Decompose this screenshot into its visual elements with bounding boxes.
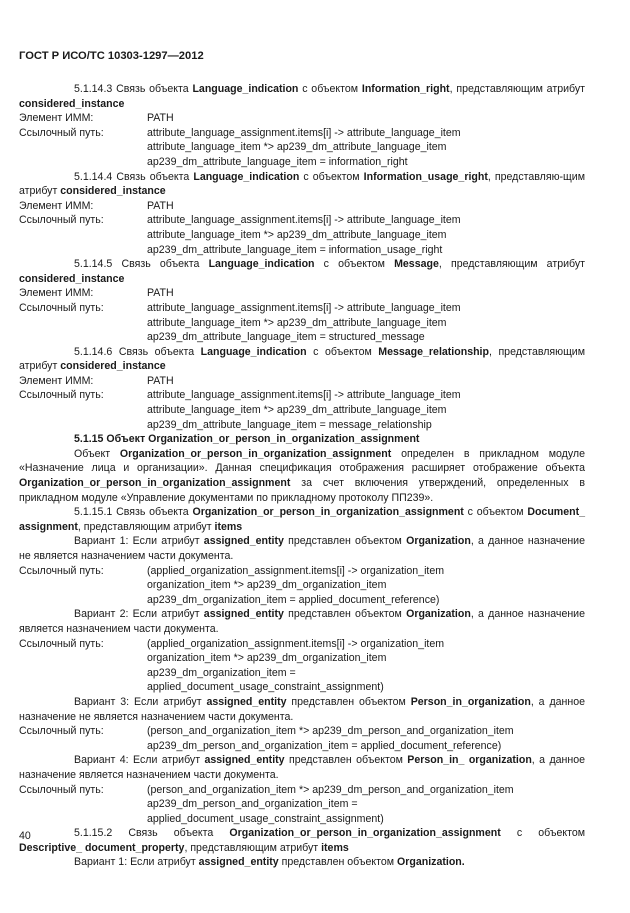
paragraph (19, 432, 585, 447)
field-value: attribute_language_assignment.items[i] -> attribute_language_item (147, 301, 461, 314)
bold-term: Descriptive_ document_property (19, 841, 185, 854)
bold-term: Information_right (361, 83, 450, 95)
path-continuation: ap239_dm_person_and_organization_item = (147, 798, 358, 811)
text-run: 5.1.14.6 Связь объекта (74, 345, 201, 358)
text-run: Вариант 4: Если атрибут (74, 754, 205, 767)
field-value: PATH (147, 287, 174, 300)
bold-term: Organization (406, 608, 471, 621)
path-continuation: ap239_dm_attribute_language_item = structured_message (147, 331, 425, 344)
bold-term: assigned_entity (206, 695, 287, 708)
bold-term: Organization_or_person_in_organization_assignment (192, 506, 464, 519)
path-continuation: ap239_dm_attribute_language_item = information_right (147, 155, 408, 168)
bold-term: assigned_entity (204, 754, 285, 767)
field-row (19, 388, 585, 403)
text-run: 5.1.15.1 Связь объекта (74, 506, 193, 519)
text-run: с объектом (463, 506, 528, 519)
document-body (19, 82, 585, 870)
text-run: , представляю-щим атрибут (19, 170, 585, 198)
page-number: 40 (19, 830, 31, 842)
path-continuation: attribute_language_item *> ap239_dm_attribute_language_item (147, 141, 447, 154)
path-continuation: attribute_language_item *> ap239_dm_attribute_language_item (147, 228, 447, 241)
text-run: представлен объектом (278, 856, 398, 869)
field-label: Ссылочный путь: (19, 214, 104, 227)
field-row (19, 199, 585, 214)
path-continuation: attribute_language_item *> ap239_dm_attribute_language_item (147, 404, 447, 417)
bold-term: Language_indication (208, 258, 315, 271)
paragraph (19, 695, 585, 724)
paragraph (19, 447, 585, 505)
field-label: Элемент ИММ: (19, 374, 94, 387)
field-value: (person_and_organization_item *> ap239_dm_person_and_organization_item (147, 783, 514, 796)
field-value: attribute_language_assignment.items[i] -> attribute_language_item (147, 126, 461, 139)
path-continuation: ap239_dm_person_and_organization_item = applied_document_reference) (147, 739, 502, 752)
paragraph (19, 257, 585, 286)
paragraph (19, 826, 585, 855)
bold-term: items (214, 520, 243, 533)
bold-term: Message_relationship (378, 345, 489, 358)
text-run: представлен объектом (284, 754, 408, 767)
text-run: , а данное назначение является назначением части документа. (19, 608, 585, 635)
text-run: , представляющим атрибут (184, 841, 322, 854)
text-run: с объектом (298, 83, 362, 95)
bold-term: Language_indication (200, 345, 307, 358)
paragraph (19, 753, 585, 782)
field-label: Элемент ИММ: (19, 199, 94, 212)
text-run: Вариант 3: Если атрибут (74, 695, 207, 708)
bold-term: Organization_or_person_in_organization_assignment (229, 827, 501, 840)
field-value: attribute_language_assignment.items[i] -> attribute_language_item (147, 214, 461, 227)
bold-term: Language_indication (193, 170, 300, 183)
bold-term: Information_usage_right (363, 170, 488, 183)
path-continuation: applied_document_usage_constraint_assignment) (147, 812, 384, 825)
text-run: Вариант 1: Если атрибут (74, 535, 204, 548)
bold-term: Organization_or_person_in_organization_assignment (119, 447, 392, 460)
field-value: (person_and_organization_item *> ap239_dm_person_and_organization_item (147, 725, 514, 738)
bold-term: assigned_entity (198, 856, 279, 869)
bold-term: items (321, 841, 349, 854)
field-value: attribute_language_assignment.items[i] -> attribute_language_item (147, 389, 461, 402)
field-row (19, 286, 585, 301)
field-label: Элемент ИММ: (19, 112, 94, 125)
bold-term: Organization_or_person_in_organization_assignment (19, 477, 291, 490)
field-value: PATH (147, 374, 174, 387)
field-value: PATH (147, 112, 174, 125)
paragraph (19, 505, 585, 534)
text-run: 5.1.14.4 Связь объекта (74, 170, 194, 183)
text-run: , а данное назначение является назначением части документа. (19, 754, 586, 781)
bold-term: Organization. (397, 856, 465, 869)
path-continuation: attribute_language_item *> ap239_dm_attribute_language_item (147, 316, 447, 329)
field-row (19, 213, 585, 228)
bold-term: considered_instance (19, 272, 125, 285)
text-run: , представляющим атрибут (438, 258, 585, 271)
field-label: Элемент ИММ: (19, 287, 94, 300)
text-run: с объектом (306, 345, 379, 358)
text-run: 5.1.15.2 Связь объекта (74, 827, 230, 840)
text-run: Объект (74, 447, 120, 460)
bold-term: Document_ assignment (19, 506, 585, 533)
text-run: , представляющим атрибут (77, 520, 215, 533)
path-continuation: ap239_dm_attribute_language_item = message_relationship (147, 418, 432, 431)
bold-term: considered_instance (19, 97, 125, 110)
paragraph (19, 855, 585, 870)
text-run: , представляющим атрибут (449, 83, 585, 95)
bold-term: considered_instance (60, 360, 166, 373)
field-row (19, 564, 585, 579)
bold-term: assigned_entity (203, 535, 284, 548)
field-row (19, 637, 585, 652)
text-run: Вариант 1: Если атрибут (74, 856, 199, 869)
text-run: с объектом (314, 258, 395, 271)
text-run: представлен объектом (286, 695, 411, 708)
field-label: Ссылочный путь: (19, 725, 104, 738)
paragraph (19, 534, 585, 563)
paragraph (19, 82, 585, 111)
field-label: Ссылочный путь: (19, 301, 104, 314)
bold-term: assigned_entity (203, 608, 284, 621)
text-run: Вариант 2: Если атрибут (74, 608, 204, 621)
bold-term: Person_in_ organization (407, 754, 532, 767)
text-run: определен в прикладном модуле «Назначение лица и организации». Данная спецификация отображения расширяет отображение объекта (19, 447, 585, 475)
field-row (19, 126, 585, 141)
path-continuation: organization_item *> ap239_dm_organization_item (147, 652, 387, 665)
text-run: представлен объектом (283, 535, 407, 548)
field-value: (applied_organization_assignment.items[i] -> organization_item (147, 637, 445, 650)
paragraph (19, 607, 585, 636)
path-continuation: ap239_dm_organization_item = (147, 666, 296, 679)
paragraph (19, 345, 585, 374)
field-row (19, 301, 585, 316)
bold-term: Organization (406, 535, 471, 548)
field-label: Ссылочный путь: (19, 783, 104, 796)
field-value: (applied_organization_assignment.items[i] -> organization_item (147, 564, 445, 577)
paragraph (19, 170, 585, 199)
path-continuation: ap239_dm_attribute_language_item = information_usage_right (147, 243, 443, 256)
bold-term: Message (394, 258, 439, 271)
text-run: 5.1.14.3 Связь объекта (74, 83, 193, 95)
path-continuation: applied_document_usage_constraint_assignment) (147, 681, 384, 694)
field-label: Ссылочный путь: (19, 389, 104, 402)
field-row (19, 724, 585, 739)
field-row (19, 111, 585, 126)
field-label: Ссылочный путь: (19, 564, 104, 577)
text-run: , представляющим атрибут (19, 345, 585, 373)
field-row (19, 783, 585, 798)
text-run: , а данное назначение не является назначением части документа. (19, 535, 585, 562)
text-run: с объектом (299, 170, 364, 183)
bold-term: Person_in_organization (410, 695, 531, 708)
field-label: Ссылочный путь: (19, 126, 104, 139)
bold-term: Language_indication (192, 83, 299, 95)
text-run: 5.1.14.5 Связь объекта (74, 258, 209, 271)
field-row (19, 374, 585, 389)
text-run: с объектом (500, 827, 586, 840)
path-continuation: organization_item *> ap239_dm_organization_item (147, 579, 387, 592)
bold-term: 5.1.15 Объект Organization_or_person_in_organization_assignment (74, 433, 420, 446)
text-run: за счет включения утверждений, определенных в прикладном модуле «Управление документами по прикладному протоколу ПП239». (19, 477, 585, 504)
field-label: Ссылочный путь: (19, 637, 104, 650)
field-value: PATH (147, 199, 174, 212)
path-continuation: ap239_dm_organization_item = applied_document_reference) (147, 593, 440, 606)
text-run: , а данное назначение не является назначением части документа. (19, 695, 586, 723)
text-run: представлен объектом (283, 608, 407, 621)
bold-term: considered_instance (60, 185, 166, 198)
document-header: ГОСТ Р ИСО/ТС 10303-1297—2012 (19, 50, 204, 62)
